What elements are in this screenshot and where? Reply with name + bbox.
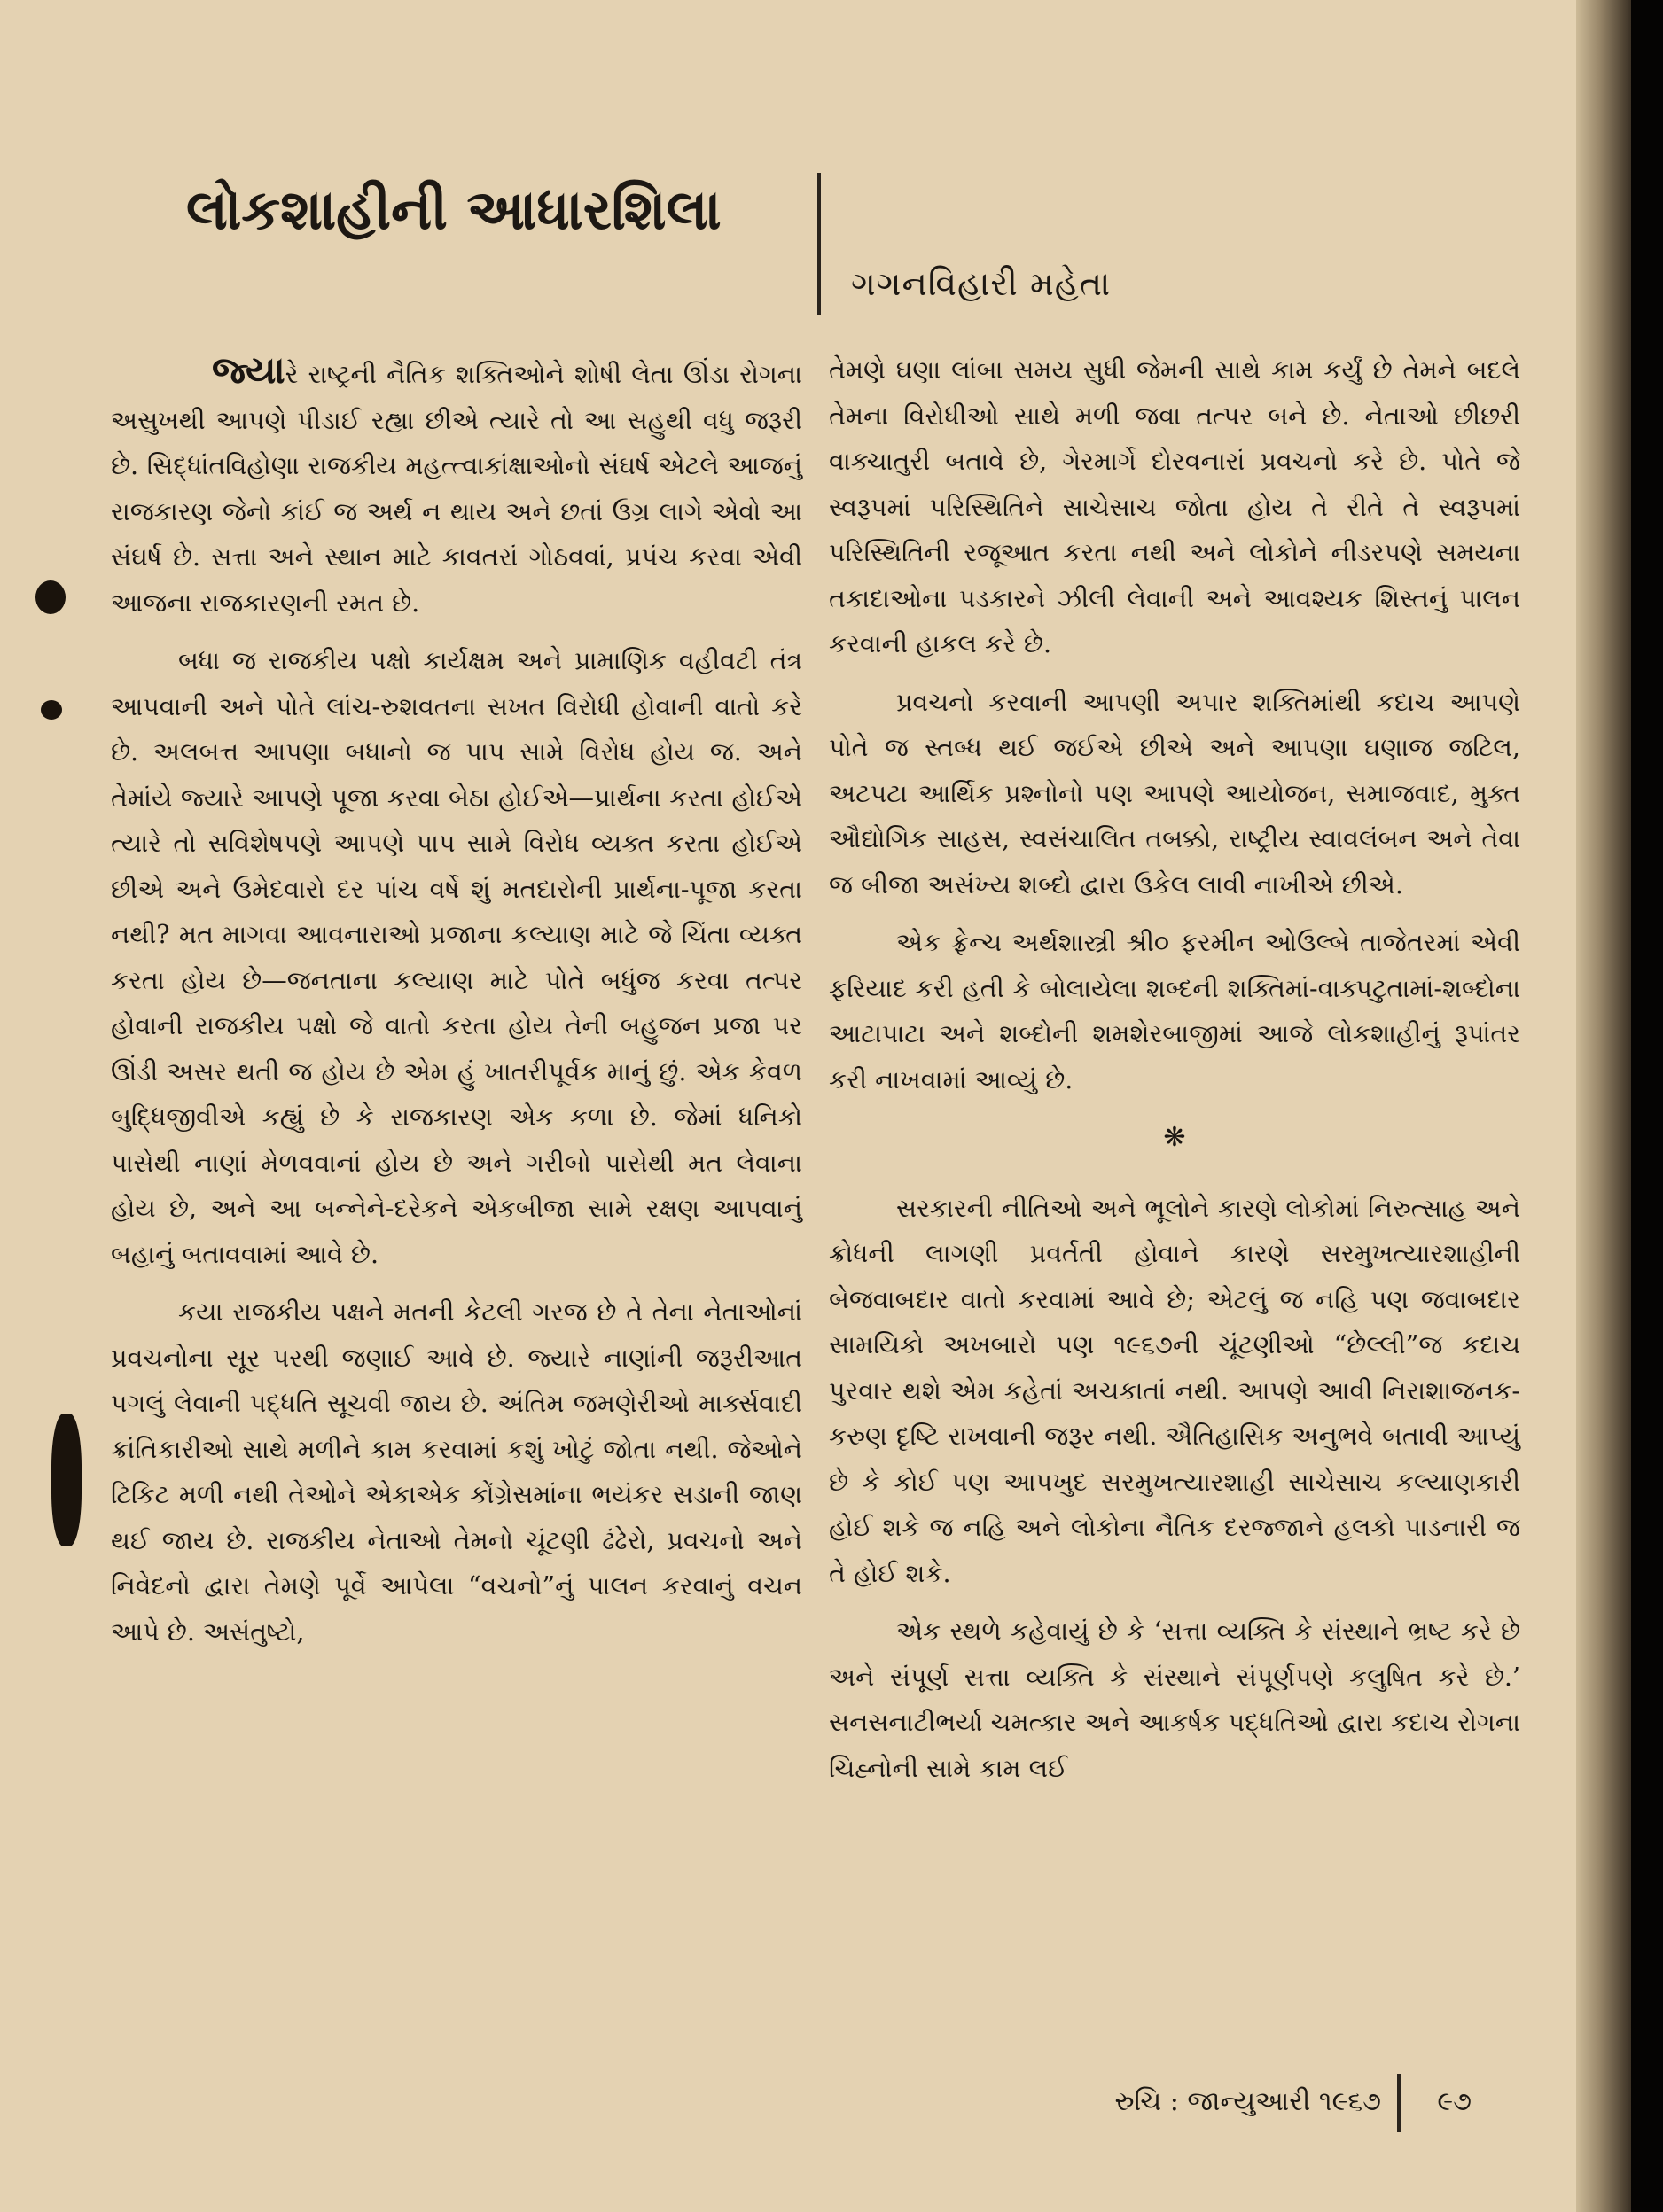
section-separator-icon: ❋ xyxy=(1163,1122,1186,1153)
article-author: ગગનવિહારી મહેતા xyxy=(851,264,1112,303)
paragraph: જ્યારે રાષ્ટ્રની નૈતિક શક્તિઓને શોષી લેતા ઊંડા રોગના અસુખથી આપણે પીડાઈ રહ્યા છીએ ત્યારે તો આ સહુથી વધુ જરૂરી છે. સિદ્ધાંતવિહોણા રાજકીય મહત્ત્વાકાંક્ષાઓનો સંઘર્ષ એટલે આજનું રાજકારણ જેનો કાંઈ જ અર્થ ન થાય અને છતાં ઉગ્ર લાગે એવો આ સંઘર્ષ છે. સત્તા અને સ્થાન માટે કાવતરાં ગોઠવવાં, પ્રપંચ કરવા એવી આજના રાજકારણની રમત છે. xyxy=(111,348,802,618)
paragraph: બધા જ રાજકીય પક્ષો કાર્યક્ષમ અને પ્રામાણિક વહીવટી તંત્ર આપવાની અને પોતે લાંચ-રુશવતના સખત વિરોધી હોવાની વાતો કરે છે. અલબત્ત આપણા બધાનો જ પાપ સામે વિરોધ હોય જ. અને તેમાંયે જ્યારે આપણે પૂજા કરવા બેઠા હોઈએ—પ્રાર્થના કરતા હોઈએ ત્યારે તો સવિશેષપણે આપણે પાપ સામે વિરોધ વ્યક્ત કરતા હોઈએ છીએ અને ઉમેદવારો દર પાંચ વર્ષે શું મતદારોની પ્રાર્થના-પૂજા કરતા નથી? મત માગવા આવનારાઓ પ્રજાના કલ્યાણ માટે જે ચિંતા વ્યક્ત કરતા હોય છે—જનતાના કલ્યાણ માટે પોતે બધુંજ કરવા તત્પર હોવાની રાજકીય પક્ષો જે વાતો કરતા હોય તેની બહુજન પ્રજા પર ઊંડી અસર થતી જ હોય છે એમ હું ખાતરીપૂર્વક માનું છું. એક કેવળ બુદ્ધિજીવીએ કહ્યું છે કે રાજકારણ એક કળા છે. જેમાં ધનિકો પાસેથી નાણાં મેળવવાનાં હોય છે અને ગરીબો પાસેથી મત લેવાના હોય છે, અને આ બન્નેને-દરેકને એકબીજા સામે રક્ષણ આપવાનું બહાનું બતાવવામાં આવે છે. xyxy=(111,646,802,1269)
journal-issue: રુચિ : જાન્યુઆરી ૧૯૬૭ xyxy=(1114,2086,1381,2117)
binding-hole-icon xyxy=(41,700,62,720)
page-number: ૯૭ xyxy=(1437,2086,1472,2117)
right-column xyxy=(829,347,1520,1791)
page-stack-edge xyxy=(1576,0,1631,2212)
paragraph: તેમણે ઘણા લાંબા સમય સુધી જેમની સાથે કામ કર્યું છે તેમને બદલે તેમના વિરોધીઓ સાથે મળી જવા તત્પર બને છે. નેતાઓ છીછરી વાક્ચાતુરી બતાવે છે, ગેરમાર્ગે દોરવનારાં પ્રવચનો કરે છે. પોતે જે સ્વરૂપમાં પરિસ્થિતિને સાચેસાચ જોતા હોય તે રીતે તે સ્વરૂપમાં પરિસ્થિતિની રજૂઆત કરતા નથી અને લોકોને નીડરપણે સમયના તકાદાઓના પડકારને ઝીલી લેવાની અને આવશ્યક શિસ્તનું પાલન કરવાની હાકલ કરે છે. xyxy=(829,355,1520,658)
page-footer xyxy=(1046,2074,1472,2132)
left-column xyxy=(111,347,802,1655)
paragraph: એક ફ્રેન્ચ અર્થશાસ્ત્રી શ્રી૦ ફરમીન ઓઉલ્બે તાજેતરમાં એવી ફરિયાદ કરી હતી કે બોલાયેલા શબ્દની શક્તિમાં-વાક્પટુતામાં-શબ્દોના આટાપાટા અને શબ્દોની શમશેરબાજીમાં આજે લોકશાહીનું રૂપાંતર કરી નાખવામાં આવ્યું છે. xyxy=(829,928,1520,1094)
paragraph: પ્રવચનો કરવાની આપણી અપાર શક્તિમાંથી કદાચ આપણે પોતે જ સ્તબ્ધ થઈ જઈએ છીએ અને આપણા ઘણાજ જટિલ, અટપટા આર્થિક પ્રશ્નોનો પણ આપણે આયોજન, સમાજવાદ, મુક્ત ઔદ્યોગિક સાહસ, સ્વસંચાલિત તબક્કો, રાષ્ટ્રીય સ્વાવલંબન અને તેવા જ બીજા અસંખ્ય શબ્દો દ્વારા ઉકેલ લાવી નાખીએ છીએ. xyxy=(829,687,1520,900)
binding-hole-icon xyxy=(51,1414,82,1546)
title-divider xyxy=(817,173,821,315)
footer-divider xyxy=(1397,2074,1401,2132)
paragraph: કયા રાજકીય પક્ષને મતની કેટલી ગરજ છે તે તેના નેતાઓનાં પ્રવચનોના સૂર પરથી જણાઈ આવે છે. જ્યારે નાણાંની જરૂરીઆત પગલું લેવાની પદ્ધતિ સૂચવી જાય છે. અંતિમ જમણેરીઓ માર્ક્સવાદી ક્રાંતિકારીઓ સાથે મળીને કામ કરવામાં કશું ખોટું જોતા નથી. જેઓને ટિકિટ મળી નથી તેઓને એકાએક કોંગ્રેસમાંના ભયંકર સડાની જાણ થઈ જાય છે. રાજકીય નેતાઓ તેમનો ચૂંટણી ઢંઢેરો, પ્રવચનો અને નિવેદનો દ્વારા તેમણે પૂર્વે આપેલા “વચનો”નું પાલન કરવાનું વચન આપે છે. અસંતુષ્ટો, xyxy=(111,1297,802,1647)
paragraph: સરકારની નીતિઓ અને ભૂલોને કારણે લોકોમાં નિરુત્સાહ અને ક્રોધની લાગણી પ્રવર્તતી હોવાને કારણે સરમુખત્યારશાહીની બેજવાબદાર વાતો કરવામાં આવે છે; એટલું જ નહિ પણ જવાબદાર સામયિકો અખબારો પણ ૧૯૬૭ની ચૂંટણીઓ “છેલ્લી”જ કદાચ પુરવાર થશે એમ કહેતાં અચકાતાં નથી. આપણે આવી નિરાશાજનક-કરુણ દૃષ્ટિ રાખવાની જરૂર નથી. ઐતિહાસિક અનુભવે બતાવી આપ્યું છે કે કોઈ પણ આપખુદ સરમુખત્યારશાહી સાચેસાચ કલ્યાણકારી હોઈ શકે જ નહિ અને લોકોના નૈતિક દરજ્જાને હલકો પાડનારી જ તે હોઈ શકે. xyxy=(829,1193,1520,1588)
binding-hole-icon xyxy=(35,580,66,614)
article-title: લોકશાહીની આધારશિલા xyxy=(186,177,722,242)
paragraph: એક સ્થળે કહેવાયું છે કે ‘સત્તા વ્યક્તિ કે સંસ્થાને ભ્રષ્ટ કરે છે અને સંપૂર્ણ સત્તા વ્યક્તિ કે સંસ્થાને સંપૂર્ણપણે કલુષિત કરે છે.’ સનસનાટીભર્યા ચમત્કાર અને આકર્ષક પદ્ધતિઓ દ્વારા કદાચ રોગના ચિહ્નોની સામે કામ લઈ xyxy=(829,1616,1520,1783)
